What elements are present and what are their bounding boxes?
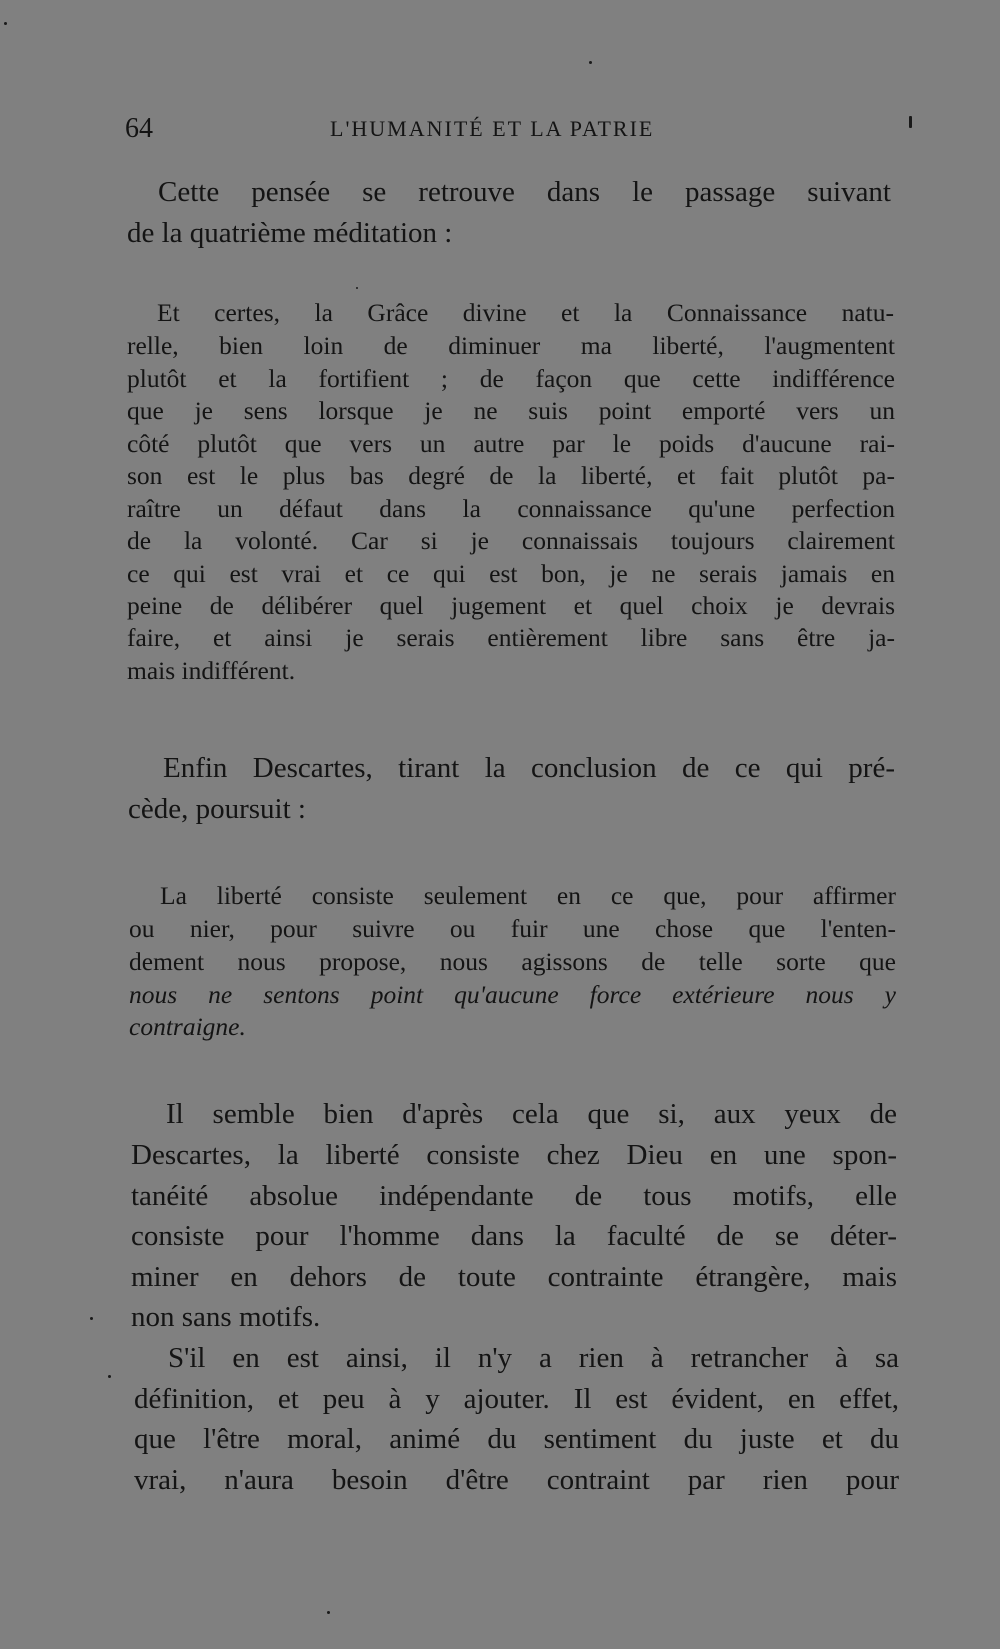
text-line: miner en dehors de toute contrainte étrangère, mais [131, 1261, 897, 1293]
quote-line: ce qui est vrai et ce qui est bon, je ne serais jamais en [127, 559, 895, 588]
quote-line: Et certes, la Grâce divine et la Connaissance natu- [157, 298, 894, 327]
quote-line: relle, bien loin de diminuer ma liberté, l'augmentent [127, 331, 895, 360]
text-line: S'il en est ainsi, il n'y a rien à retrancher à sa [168, 1342, 899, 1374]
quote-line: mais indifférent. [127, 656, 296, 685]
quote-line: son est le plus bas degré de la liberté, et fait plutôt pa- [127, 461, 895, 490]
scan-speck [90, 1317, 93, 1320]
text-line: Cette pensée se retrouve dans le passage suivant [158, 176, 891, 208]
page-number: 64 [125, 113, 153, 144]
text-line: Descartes, la liberté consiste chez Dieu en une spon- [131, 1139, 897, 1171]
page-header [125, 113, 895, 143]
quote-line: ou nier, pour suivre ou fuir une chose que l'enten- [129, 914, 896, 943]
text-line: que l'être moral, animé du sentiment du juste et du [134, 1423, 899, 1455]
scan-speck [589, 61, 592, 64]
quote-line: plutôt et la fortifient ; de façon que cette indifférence [127, 364, 895, 393]
text-line: définition, et peu à y ajouter. Il est évident, en effet, [134, 1383, 899, 1415]
quote-line: de la volonté. Car si je connaissais toujours clairement [127, 526, 895, 555]
text-line: non sans motifs. [131, 1301, 321, 1333]
quote-line-italic: contraigne. [129, 1012, 246, 1041]
quote-line-italic: nous ne sentons point qu'aucune force extérieure nous y [129, 980, 896, 1009]
quote-line: dement nous propose, nous agissons de telle sorte que [129, 947, 896, 976]
text-line: vrai, n'aura besoin d'être contraint par rien pour [134, 1464, 899, 1496]
running-title: L'HUMANITÉ ET LA PATRIE [330, 116, 655, 141]
quote-line: La liberté consiste seulement en ce que, pour affirmer [160, 881, 896, 910]
quote-line: peine de délibérer quel jugement et quel choix je devrais [127, 591, 895, 620]
scan-speck [909, 116, 912, 128]
text-line: de la quatrième méditation : [127, 217, 453, 249]
text-line: consiste pour l'homme dans la faculté de se déter- [131, 1220, 897, 1252]
scan-speck [108, 1375, 111, 1378]
text-line: tanéité absolue indépendante de tous motifs, elle [131, 1180, 897, 1212]
scan-speck [327, 1611, 330, 1614]
quote-line: côté plutôt que vers un autre par le poids d'aucune rai- [127, 429, 895, 458]
text-line: Enfin Descartes, tirant la conclusion de ce qui pré- [163, 752, 895, 784]
scan-speck [4, 22, 7, 25]
quote-line: que je sens lorsque je ne suis point emporté vers un [127, 396, 895, 425]
quote-line: raître un défaut dans la connaissance qu'une perfection [127, 494, 895, 523]
quote-line: faire, et ainsi je serais entièrement libre sans être ja- [127, 623, 895, 652]
text-line: Il semble bien d'après cela que si, aux yeux de [166, 1098, 897, 1130]
text-line: cède, poursuit : [128, 793, 306, 825]
scan-speck [356, 287, 358, 289]
